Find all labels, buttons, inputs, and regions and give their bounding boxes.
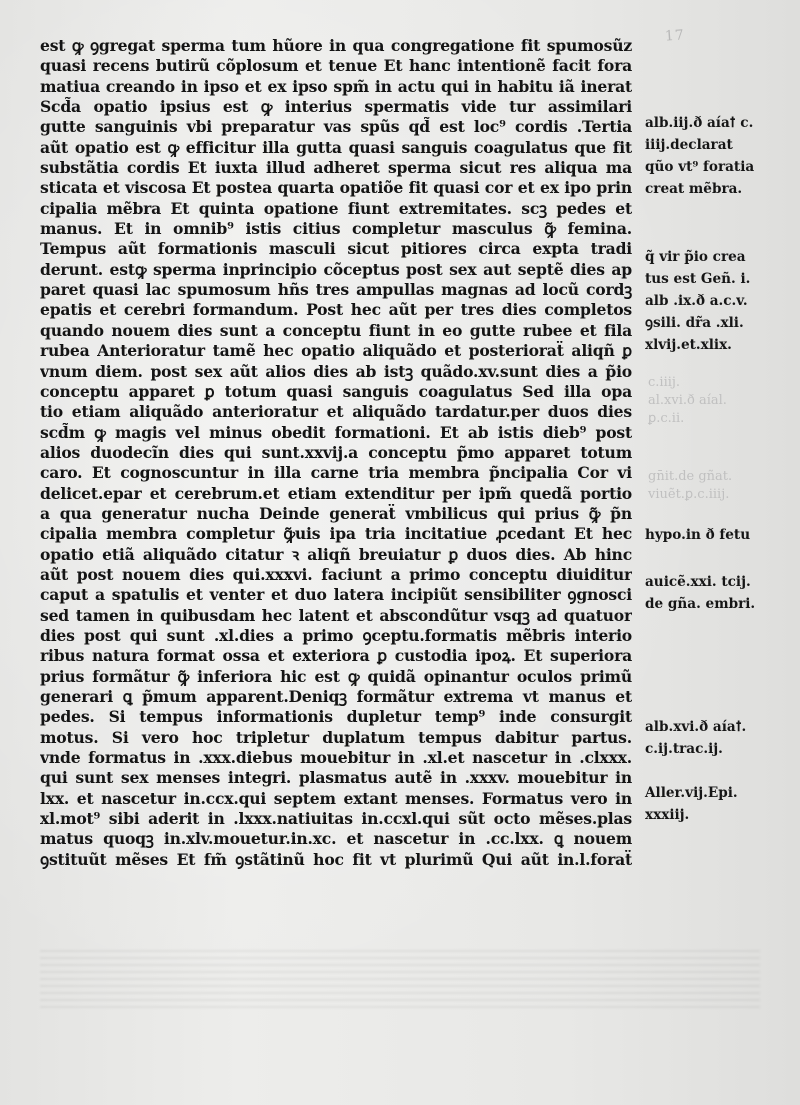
main-text-column	[40, 36, 632, 870]
text-line: a qua generatur nucha Deinde generaẗ vmbilicus qui prius ꝙ̃ p̃n	[40, 503, 632, 523]
text-line: dies post qui sunt .xl.dies a primo ꝯceptu.formatis mẽbris interio	[40, 625, 632, 645]
text-line: quasi recens butirũ cõplosum et tenue Et hanc intentionẽ facit fora	[40, 56, 632, 76]
text-line: epatis et cerebri formandum. Post hec aũt per tres dies completos	[40, 300, 632, 320]
faded-margin-note-2	[648, 468, 793, 504]
margin-note-line: creat mẽbra.	[645, 181, 743, 197]
margin-note-line: ꝯsili. dr̃a .xli.	[645, 315, 744, 331]
margin-note-line: iiij.declarat	[645, 137, 733, 153]
margin-note-3	[645, 524, 793, 546]
text-line: cipalia membra completur ꝙ̃uis ipa tria incitatiue ꝓcedant Et hec	[40, 524, 632, 544]
text-line: tio etiam aliquãdo anterioratur et aliquãdo tardatur.per duos dies	[40, 402, 632, 422]
margin-note-1	[645, 112, 793, 200]
margin-note-line: auicẽ.xxi. tcij.	[645, 574, 751, 590]
margin-note-line: alb.iij.ð aíaꝉ c.	[645, 115, 754, 131]
margin-note-line: qũo vt⁹ foratia	[645, 159, 755, 175]
margin-note-line: c.ij.trac.ij.	[645, 741, 723, 757]
text-line: opatio etiã aliquãdo citatur ꝛ aliqñ breuiatur ꝑ duos dies. Ab hinc	[40, 544, 632, 564]
text-line: caput a spatulis et venter et duo latera incipiũt sensibiliter ꝯgnosci	[40, 585, 632, 605]
margin-note-line: tus est Geñ. i.	[645, 271, 751, 287]
text-line: ribus natura format ossa et exteriora ꝑ custodia ipoꝝ. Et superiora	[40, 646, 632, 666]
text-line: vnum diem. post sex aũt alios dies ab istꝫ quãdo.xv.sunt dies a p̃io	[40, 361, 632, 381]
text-line: conceptu apparet ꝑ totum quasi sanguis coagulatus Sed illa opa	[40, 381, 632, 401]
margin-note-2	[645, 246, 793, 356]
margin-note-line: alb .ix.ð a.c.v.	[645, 293, 748, 309]
margin-note-line: hypo.in ð fetu	[645, 527, 751, 543]
faded-note-line: viuẽt.ꝑ.c.iiij.	[648, 487, 730, 502]
margin-note-6	[645, 782, 793, 826]
margin-note-line: xxxiij.	[645, 807, 690, 823]
margin-note-line: alb.xvi.ð aíaꝉ.	[645, 719, 747, 735]
margin-note-line: de gña. embri.	[645, 596, 756, 612]
text-line: aũt post nouem dies qui.xxxvi. faciunt a primo conceptu diuiditur	[40, 564, 632, 584]
text-line: alios duodecĩn dies qui sunt.xxvij.a conceptu p̃mo apparet totum	[40, 442, 632, 462]
text-line: qui sunt sex menses integri. plasmatus autẽ in .xxxv. mouebitur in	[40, 768, 632, 788]
text-line: vnde formatus in .xxx.diebus mouebitur in .xl.et nascetur in .clxxx.	[40, 748, 632, 768]
margin-note-4	[645, 571, 793, 615]
text-line: est ꝙ ꝯgregat sperma tum hũore in qua congregatione fit spumosũz	[40, 36, 632, 55]
show-through-bleed	[40, 950, 760, 1010]
text-line: quando nouem dies sunt a conceptu fiunt in eo gutte rubee et fila	[40, 320, 632, 340]
text-line: caro. Et cognoscuntur in illa carne tria membra p̃ncipalia Cor vi	[40, 463, 632, 483]
text-line: paret quasi lac spumosum hñs tres ampullas magnas ad locũ cordꝫ	[40, 280, 632, 300]
text-line: matiua creando in ipso et ex ipso spm̃ in actu qui in habitu iã inerat	[40, 76, 632, 96]
text-line: matus quoqꝫ in.xlv.mouetur.in.xc. et nascetur in .cc.lxx. ꝗ nouem	[40, 829, 632, 849]
faded-note-line: gn̄it.de gñat.	[648, 469, 733, 484]
text-line: delicet.epar et cerebrum.et etiam extenditur per ipm̃ quedã portio	[40, 483, 632, 503]
text-line: derunt. estꝙ sperma inprincipio cõceptus post sex aut septẽ dies ap	[40, 259, 632, 279]
margin-note-line: xlvij.et.xlix.	[645, 337, 732, 353]
text-line: pedes. Si tempus informationis dupletur temp⁹ inde consurgit	[40, 707, 632, 727]
text-line: substãtia cordis Et iuxta illud adheret sperma sicut res aliqua ma	[40, 158, 632, 178]
text-line: sticata et viscosa Et postea quarta opatiõe fit quasi cor et ex ipo prin	[40, 178, 632, 198]
text-line: scd̃m ꝙ magis vel minus obedit formationi. Et ab istis dieb⁹ post	[40, 422, 632, 442]
text-line: sed tamen in quibusdam hec latent et abscondũtur vsqꝫ ad quatuor	[40, 605, 632, 625]
faded-note-line: c.iiij.	[648, 375, 681, 390]
folio-number: 17	[664, 27, 686, 45]
text-line: lxx. et nascetur in.ccx.qui septem extant menses. Formatus vero in	[40, 788, 632, 808]
text-line: Scd̃a opatio ipsius est ꝙ interius spermatis vide tur assimilari	[40, 97, 632, 117]
text-line: prius formãtur ꝙ̃ inferiora hic est ꝙ quidã opinantur oculos primũ	[40, 666, 632, 686]
text-line: xl.mot⁹ sibi aderit in .lxxx.natiuitas in.ccxl.qui sũt octo mẽses.plas	[40, 809, 632, 829]
text-line: manus. Et in omnib⁹ istis citius completur masculus ꝙ̃ femina.	[40, 219, 632, 239]
text-line: rubea Anterioratur tamẽ hec opatio aliquãdo et posterioraẗ aliqñ ꝑ	[40, 341, 632, 361]
margin-note-line: q̃ vir p̃io crea	[645, 249, 746, 265]
text-line: Tempus aũt formationis masculi sicut pitiores circa expta tradi	[40, 239, 632, 259]
text-line: generari ꝗ p̃mum apparent.Deniqꝫ formãtur extrema vt manus et	[40, 687, 632, 706]
text-line: motus. Si vero hoc tripletur duplatum tempus dabitur partus.	[40, 727, 632, 747]
margin-note-5	[645, 716, 793, 760]
margin-note-line: Aller.vij.Epi.	[645, 785, 738, 801]
text-line: cipalia mẽbra Et quinta opatione fiunt extremitates. scꝫ pedes et	[40, 198, 632, 218]
text-line: ꝯstituũt mẽses Et fm̃ ꝯstãtinũ hoc fit vt plurimũ Qui aũt in.l.foraẗ	[40, 849, 632, 869]
text-line: aũt opatio est ꝙ efficitur illa gutta quasi sanguis coagulatus que fit	[40, 137, 632, 157]
faded-note-line: al.xvi.ð aíal.	[648, 393, 727, 408]
faded-margin-note-1	[648, 374, 793, 428]
text-line: gutte sanguinis vbi preparatur vas spũs qd̃ est loc⁹ cordis .Tertia	[40, 117, 632, 137]
faded-note-line: ꝑ.c.ii.	[648, 411, 685, 426]
